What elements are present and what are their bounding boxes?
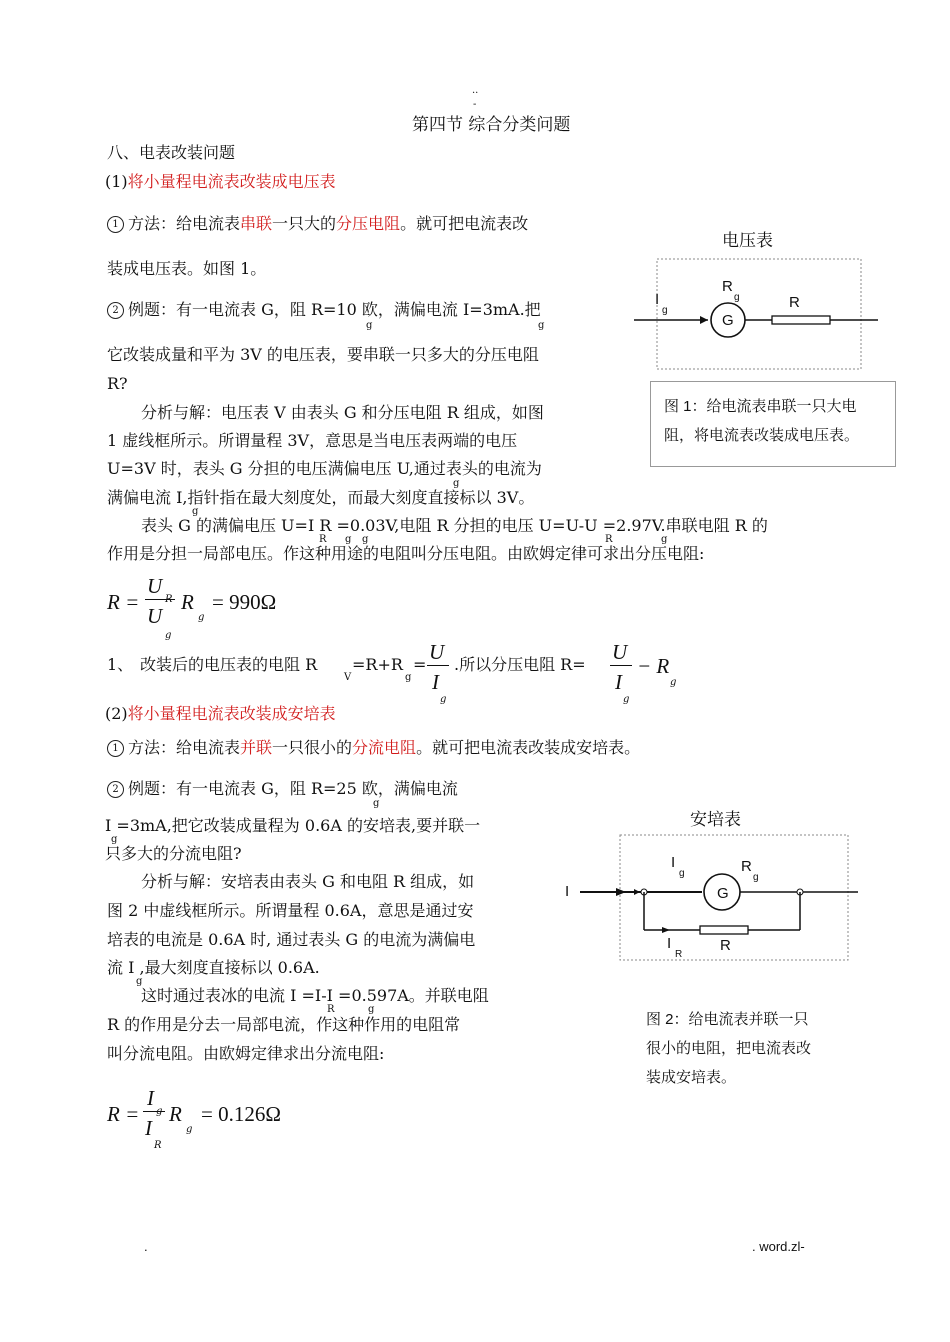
part2-method-tail: 。就可把电流表改装成安培表。	[416, 738, 641, 757]
example1-text-b: =10 欧，满偏电流 I	[323, 300, 470, 319]
sub-g-9: g	[111, 834, 118, 845]
analysis1-l3	[107, 461, 542, 477]
analysis1-l5a: 表头 G 的满偏电压 U	[141, 516, 295, 535]
figure2-caption: 图 2：给电流表并联一只很小的电阻，把电流表改装成安培表。	[646, 1011, 812, 1086]
sub-g-11: g	[368, 1004, 375, 1015]
note1-frac-den-sub: g	[440, 694, 447, 705]
part1-method-lead: 方法：给电流表	[128, 214, 241, 233]
analysis2-l5: 这时通过表冰的电流 I =I-I =0.597A。并联电阻	[141, 986, 489, 1005]
figure2-label-ig: I	[671, 854, 676, 871]
sub-g-2: g	[538, 320, 545, 331]
note1-fraction2-bar	[610, 665, 632, 666]
figure1-title: 电压表	[722, 231, 773, 250]
keyword-parallel: 并联	[240, 738, 273, 757]
note1-minus-r: − R	[637, 654, 670, 678]
figure1-label-r: R	[789, 294, 800, 311]
keyword-voltage-divider-resistor: 分压电阻	[336, 214, 401, 233]
part1-title-num: (1)	[105, 172, 128, 191]
sub-r-3: R	[327, 1004, 335, 1015]
sub-g-4: g	[192, 506, 199, 517]
part2-title: 将小量程电流表改装成安培表	[127, 704, 336, 723]
part1-example-line3: R?	[107, 374, 128, 393]
figure2-arrow-branch	[634, 889, 640, 895]
figure2-label-g: G	[717, 885, 729, 902]
note1-sub-v: V	[344, 672, 352, 683]
figure2-arrow-ir	[662, 927, 670, 933]
part2-example-line3: 只多大的分流电阻?	[105, 844, 242, 863]
figure2-label-rg: R	[741, 858, 752, 875]
formula1-rg-sub: g	[198, 612, 205, 623]
figure1-label-rg: R	[722, 278, 733, 295]
footer-right: . word.zl-	[752, 1239, 805, 1254]
header-dots: ..	[472, 85, 479, 96]
formula-shunt	[107, 1086, 307, 1154]
figure1-label-ig: I	[655, 291, 660, 308]
figure1-resistor	[772, 316, 830, 324]
analysis1-l1: 分析与解：电压表 V 由表头 G 和分压电阻 R 组成，如图	[141, 403, 544, 422]
analysis1-l4b: ,指针指在最大刻度处，而最大刻度直接标以 3V。	[182, 488, 535, 507]
formula1-result: = 990Ω	[212, 590, 277, 614]
figure1-label-g: G	[722, 312, 734, 329]
circled-number-1b: 1	[107, 740, 124, 757]
figure2-shunt-resistor	[700, 926, 748, 934]
formula1-num: U	[147, 574, 163, 598]
keyword-series: 串联	[240, 214, 273, 233]
example2-text-b: =25 欧，满偏电流	[323, 779, 458, 798]
heading-main: 八、电表改装问题	[107, 143, 236, 162]
analysis1-l5c: =U-U =2.97V.串联电阻 R 的	[552, 516, 768, 535]
formula2-den: I	[145, 1116, 152, 1140]
figure1-arrow	[700, 316, 708, 324]
part1-method-mid: 一只大的	[272, 214, 337, 233]
figure1-dashed-box	[657, 259, 861, 369]
formula1-den: U	[147, 604, 163, 628]
note1-frac-den: I	[432, 670, 439, 694]
header-dash: -	[473, 99, 477, 110]
analysis1-l5	[141, 518, 768, 534]
part2-method-lead: 方法：给电流表	[128, 738, 241, 757]
analysis1-l4a: 满偏电流 I	[107, 488, 183, 507]
figure2-label-ir-sub: R	[675, 949, 683, 960]
analysis1-l6: 作用是分担一局部电压。作这种用途的电阻叫分压电阻。由欧姆定律可求出分压电阻:	[107, 544, 705, 563]
example1-text-c: =3mA.把	[469, 300, 541, 319]
note1-sub-g: g	[405, 672, 412, 683]
formula2-rg-sub: g	[186, 1124, 193, 1135]
part2-method-line1	[107, 740, 640, 757]
example1-text-a: 例题：有一电流表 G，阻 R	[128, 300, 324, 319]
figure2-circuit	[560, 830, 870, 970]
circled-number-2b: 2	[107, 781, 124, 798]
part1-heading	[105, 174, 336, 190]
figure2-label-i: I	[565, 883, 570, 900]
formula1-lhs: R =	[107, 590, 140, 614]
note1-text-c: .所以分压电阻 R=	[454, 655, 586, 674]
part2-example-line1	[107, 781, 458, 798]
section-title: 第四节 综合分类问题	[412, 115, 571, 135]
analysis2-l1: 分析与解：安培表由表头 G 和电阻 R 组成，如	[141, 872, 475, 891]
figure2-arrow-main	[616, 888, 626, 896]
figure2-label-ir: I	[667, 935, 672, 952]
part2-heading	[105, 706, 336, 722]
analysis1-l5b: =I R =0.03V,电阻 R 分担的电压 U	[294, 516, 553, 535]
analysis2-l4: 流 I ,最大刻度直接标以 0.6A.	[107, 958, 320, 977]
circled-number-2: 2	[107, 302, 124, 319]
part1-method-tail: 。就可把电流表改	[400, 214, 529, 233]
formula2-lhs: R =	[107, 1102, 140, 1126]
formula2-den-sub: R	[154, 1140, 162, 1151]
formula2-num: I	[147, 1086, 154, 1110]
part2-method-mid: 一只很小的	[272, 738, 353, 757]
note-voltmeter-resistance	[107, 640, 687, 706]
example2-text-a: 例题：有一电流表 G，阻 R	[128, 779, 324, 798]
figure2-label-ig-sub: g	[679, 868, 685, 879]
formula2-fraction-bar	[143, 1111, 165, 1112]
formula1-fraction-bar	[145, 599, 175, 600]
formula1-rg: R	[181, 590, 194, 614]
sub-r-2: R	[605, 534, 613, 545]
analysis2-l2: 图 2 中虚线框所示。所谓量程 0.6A，意思是通过安	[107, 901, 474, 920]
figure1-label-rg-sub: g	[734, 292, 740, 303]
formula2-num-sub: g	[156, 1106, 163, 1117]
part1-example-line2: 它改装成量和平为 3V 的电压表，要串联一只多大的分压电阻	[107, 345, 539, 364]
figure1-label-ig-sub: g	[662, 305, 668, 316]
formula2-rg: R	[169, 1102, 182, 1126]
formula2-result: = 0.126Ω	[201, 1102, 281, 1126]
figure2-label-rg-sub: g	[753, 872, 759, 883]
part1-method-line2: 装成电压表。如图 1。	[107, 259, 267, 278]
sub-g-1: g	[366, 320, 373, 331]
figure1-caption-box	[650, 381, 896, 467]
part1-example-line1	[107, 302, 541, 319]
part2-example-line2: I =3mA,把它改装成量程为 0.6A 的安培表,要并联一	[105, 816, 481, 835]
note1-text-a: 改装后的电压表的电阻 R	[140, 655, 318, 674]
keyword-shunt-resistor: 分流电阻	[352, 738, 417, 757]
analysis1-l2: 1 虚线框所示。所谓量程 3V，意思是当电压表两端的电压	[107, 431, 518, 450]
note1-frac2-den-sub: g	[623, 694, 630, 705]
figure1-caption: 图 1：给电流表串联一只大电阻，将电流表改装成电压表。	[664, 398, 860, 444]
analysis2-l3: 培表的电流是 0.6A 时, 通过表头 G 的电流为满偏电	[107, 930, 476, 949]
note1-text-b: =R+R	[352, 655, 403, 674]
sub-g-8: g	[373, 798, 380, 809]
sub-g-7: g	[661, 534, 668, 545]
figure2-title: 安培表	[690, 810, 741, 829]
sub-g-5: g	[345, 534, 352, 545]
analysis1-l3a: U=3V 时，表头 G 分担的电压满偏电压 U	[107, 459, 409, 478]
analysis1-l3b: ,通过表头的电流为	[408, 459, 542, 478]
note1-frac-num: U	[429, 640, 445, 664]
note1-num: 1、	[107, 655, 134, 674]
analysis2-l6: R 的作用是分去一局部电流，作这种作用的电阻常	[107, 1015, 461, 1034]
sub-g-6: g	[362, 534, 369, 545]
figure2-label-r: R	[720, 937, 731, 954]
footer-left: .	[144, 1239, 148, 1254]
note1-frac2-den: I	[615, 670, 622, 694]
note1-frac2-num: U	[612, 640, 628, 664]
note1-fraction-bar	[427, 665, 449, 666]
part1-method-line1	[107, 216, 528, 233]
note1-eq: =	[413, 655, 427, 674]
part2-title-num: (2)	[105, 704, 128, 723]
sub-g-10: g	[136, 976, 143, 987]
analysis1-l4	[107, 490, 534, 506]
formula-voltage-divider	[107, 574, 307, 642]
figure1-circuit	[630, 255, 890, 375]
formula1-den-sub: g	[165, 630, 172, 641]
circled-number-1: 1	[107, 216, 124, 233]
note1-minus-r-sub: g	[670, 677, 677, 688]
analysis2-l7: 叫分流电阻。由欧姆定律求出分流电阻:	[107, 1044, 385, 1063]
formula1-num-sub: R	[165, 594, 173, 605]
part1-title: 将小量程电流表改装成电压表	[127, 172, 336, 191]
sub-r-1: R	[319, 534, 327, 545]
sub-g-3: g	[453, 478, 460, 489]
